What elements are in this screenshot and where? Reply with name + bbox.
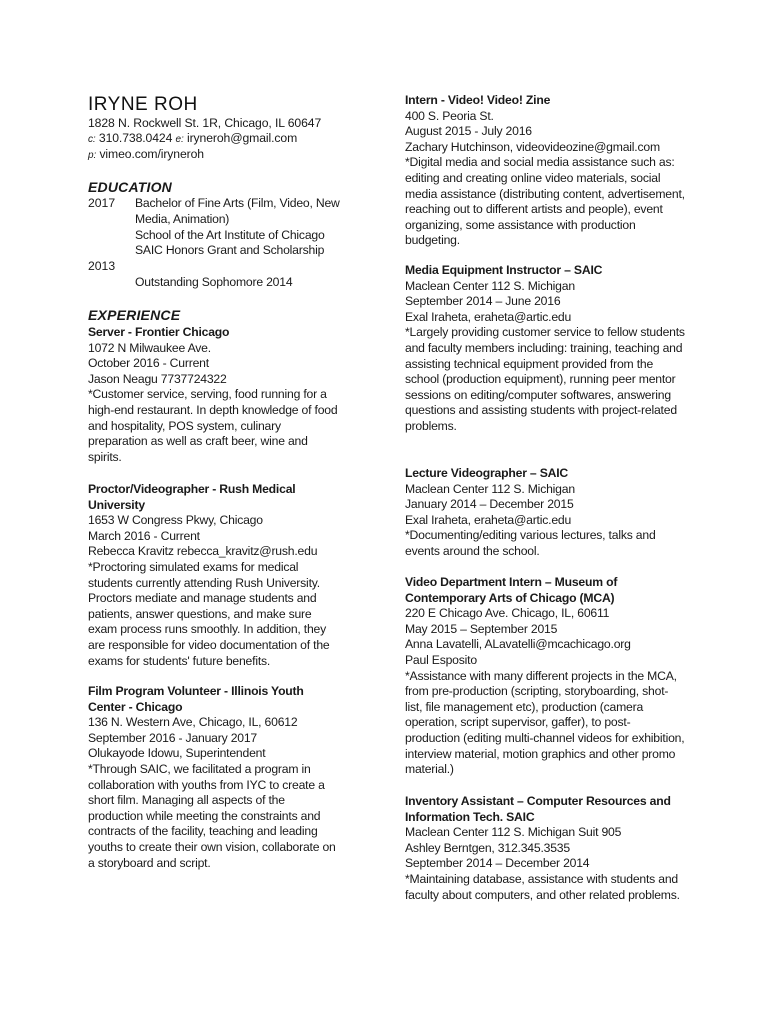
- job-detail: Maclean Center 112 S. Michigan Suit 905: [405, 825, 622, 840]
- job-detail: 136 N. Western Ave, Chicago, IL, 60612: [88, 715, 298, 730]
- job-title: Intern - Video! Video! Zine: [405, 93, 551, 107]
- experience-entry: [88, 482, 338, 669]
- job-description: *Customer service, serving, food running for a high-end restaurant. In depth knowledge of food and hospitality, POS system, culinary preparation as well as craft beer, wine and spirits.: [88, 387, 338, 464]
- job-detail: May 2015 – September 2015: [405, 621, 558, 636]
- job-detail: 400 S. Peoria St.: [405, 108, 494, 123]
- email-label: e:: [175, 134, 184, 145]
- experience-entry: [405, 575, 685, 778]
- resume-name: IRYNE ROH: [88, 94, 198, 115]
- phone-number: 310.738.0424: [98, 131, 173, 145]
- job-description: *Assistance with many different projects in the MCA, from pre-production (scripting, storyboarding, shot-list, file management etc), production (camera operation, script supervisor, gaffer), to post-production (editing multi-channel videos for exhibition, interview material, motion graphics and other promo material.): [405, 668, 685, 777]
- job-detail: Ashley Berntgen, 312.345.3535: [405, 840, 570, 855]
- job-description: *Maintaining database, assistance with students and faculty about computers, and other related problems.: [405, 871, 680, 902]
- job-title: Server - Frontier Chicago: [88, 325, 230, 339]
- job-title: Video Department Intern – Museum of Contemporary Arts of Chicago (MCA): [405, 575, 618, 605]
- experience-entry: [405, 263, 685, 435]
- education-year-2: 2013: [88, 259, 116, 273]
- job-detail: Anna Lavatelli, ALavatelli@mcachicago.org: [405, 637, 631, 652]
- education-degree: Bachelor of Fine Arts (Film, Video, New Media, Animation): [135, 196, 340, 226]
- job-description: *Largely providing customer service to fellow students and faculty members including: training, teaching and assisting technical equipment provided from the school (production equipment), running peer mentor sessions on editing/computer softwares, answering questions and assisting students with project-related problems.: [405, 325, 685, 433]
- experience-entry: [405, 93, 685, 249]
- job-detail: Exal Iraheta, eraheta@artic.edu: [405, 512, 572, 527]
- web-label: p:: [88, 150, 97, 161]
- job-detail: Maclean Center 112 S. Michigan: [405, 278, 575, 293]
- website-line: [88, 147, 204, 164]
- job-detail: Olukayode Idowu, Superintendent: [88, 746, 266, 761]
- job-detail: Rebecca Kravitz rebecca_kravitz@rush.edu: [88, 544, 318, 559]
- experience-heading: EXPERIENCE: [88, 307, 181, 323]
- job-detail: Jason Neagu 7737724322: [88, 371, 227, 386]
- job-description: *Digital media and social media assistance such as: editing and creating online video materials, social media assistance (distributing content, advertisement, reaching out to different artists and people), event organizing, some assistance with production budgeting.: [405, 155, 685, 248]
- job-detail: 1653 W Congress Pkwy, Chicago: [88, 513, 263, 528]
- job-detail: Exal Iraheta, eraheta@artic.edu: [405, 309, 572, 324]
- job-title: Inventory Assistant – Computer Resources and Information Tech. SAIC: [405, 794, 671, 824]
- education-honor: SAIC Honors Grant and Scholarship: [135, 243, 325, 257]
- contact-line: [88, 131, 297, 148]
- education-school: School of the Art Institute of Chicago: [135, 228, 325, 242]
- job-detail: Paul Esposito: [405, 652, 477, 667]
- job-description: *Proctoring simulated exams for medical students currently attending Rush University. Proctors mediate and manage students and patients, answer questions, and make sure exam process runs smoothly. In addition, they are responsible for video documentation of the exams for students' future benefits.: [88, 559, 330, 668]
- education-heading: EDUCATION: [88, 179, 172, 195]
- experience-entry: [405, 466, 685, 560]
- education-year-1: 2017: [88, 196, 116, 210]
- experience-entry: [405, 794, 685, 903]
- job-description: *Documenting/editing various lectures, talks and events around the school.: [405, 528, 656, 558]
- job-detail: September 2014 – December 2014: [405, 856, 590, 871]
- job-detail: September 2016 - January 2017: [88, 730, 258, 745]
- job-title: Lecture Videographer – SAIC: [405, 466, 569, 480]
- job-detail: September 2014 – June 2016: [405, 294, 561, 309]
- experience-entry: [88, 325, 338, 465]
- job-detail: Maclean Center 112 S. Michigan: [405, 481, 575, 496]
- job-detail: Zachary Hutchinson, videovideozine@gmail.com: [405, 139, 660, 154]
- phone-label: c:: [88, 134, 96, 145]
- job-title: Proctor/Videographer - Rush Medical University: [88, 482, 296, 512]
- job-detail: 1072 N Milwaukee Ave.: [88, 340, 211, 355]
- job-detail: August 2015 - July 2016: [405, 124, 532, 139]
- email-address: iryneroh@gmail.com: [186, 131, 298, 145]
- job-detail: October 2016 - Current: [88, 356, 209, 371]
- experience-entry: [88, 684, 338, 871]
- job-detail: March 2016 - Current: [88, 528, 200, 543]
- job-detail: January 2014 – December 2015: [405, 497, 574, 512]
- job-description: *Through SAIC, we facilitated a program in collaboration with youths from IYC to create a short film. Managing all aspects of the production while meeting the constraints and contracts of the facility, teaching and leading youths to create their own vision, collaborate on a storyboard and script.: [88, 761, 336, 870]
- job-title: Film Program Volunteer - Illinois Youth Center - Chicago: [88, 684, 304, 714]
- education-award: Outstanding Sophomore 2014: [135, 275, 293, 289]
- job-title: Media Equipment Instructor – SAIC: [405, 263, 603, 277]
- job-detail: 220 E Chicago Ave. Chicago, IL, 60611: [405, 606, 610, 621]
- address: 1828 N. Rockwell St. 1R, Chicago, IL 60647: [88, 116, 322, 130]
- website-url: vimeo.com/iryneroh: [99, 147, 204, 161]
